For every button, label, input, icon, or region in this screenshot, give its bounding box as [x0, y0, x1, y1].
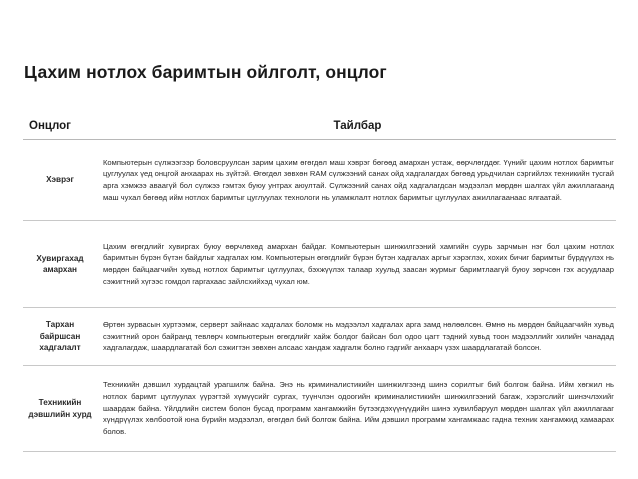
- features-table: [23, 113, 616, 452]
- description-column-header: Тайлбар: [97, 113, 616, 140]
- description-cell: Цахим өгөгдлийг хувиргах буюу өөрчлөхөд амархан байдаг. Компьютерын шинжилгээний хамгийн суурь зарчмын нэг бол цахим нотлох баримтын бүрэн бүтэн байдлыг хадгалах юм. Компьютерын өгөгдлийг бүрэн бүтэн хадгалах аргыг хэрэглэх, хохих бичиг баримтыг бүрдүүлэх нь мөрдөн байцаагчийн хувьд нотлох баримтыг цуглуулах, бэхжүүлэх талаар хуульд заасан журмыг баримтлаагүй буюу зөрчсөн гэх асуудлаар сэжигтний хүгээс гомдол гаргахаас зайлсхийхэд чухал юм.: [97, 221, 616, 308]
- feature-column-header: Онцлог: [23, 113, 97, 140]
- page-title: Цахим нотлох баримтын ойлголт, онцлог: [24, 62, 387, 82]
- table-row: [23, 140, 616, 221]
- description-cell: Өртөн зурвасын хуртээмж, серверт зайнаас хадгалах боломж нь мэдээлэл хадгалах арга замд нөлөөлсөн. Өмнө нь мөрдөн байцаагчийн хувьд сэжигтний орон байранд тевлөрч компьютерын өгөгдлийг хайж болдог байсан бол одоо цагт тэдний хувьд тоон мэдээллийг хилийн чанадад хадгалагдаж, шаардлагатай бол сэжигтэн зөвхөн алсаас хандаж хадгалж болно гэдгийг анхаарч үзэх шаардлагатай болсон.: [97, 308, 616, 366]
- description-cell: Техникийн дэвшил хурдацтай урагшилж байна. Энэ нь криминалистикийн шинжилгээнд шинэ сорилтыг бий болгож байна. Ийм хөгжил нь нотлох баримт цуглуулах үүрэгтэй хүмүүсийг сургах, туүнчлэн одоогийн криминалистикийн шинжилгээний багаж, хэрэгслийг шинэчлэхийг шаардаж байна. Үйлдлийн систем болон бусад программ хангамжийн бүтээгдэхүүнүүдийн шинэ хувилбаруул мөрдөн шалгах үйл ажиллагааг хүндрүүлэх хөлбоотой юна бүрийн мэдээлэл, өгөгдөл бий болгож байна. Ийм дэвшил программ хангамжаас гадна техник хангамжид хамаарах болов.: [97, 366, 616, 452]
- table-row: [23, 308, 616, 366]
- table-row: [23, 221, 616, 308]
- feature-cell: Тархан байршсан хадгалалт: [23, 308, 97, 366]
- table-header-row: [23, 113, 616, 140]
- feature-cell: Хэврэг: [23, 140, 97, 221]
- table-row: [23, 366, 616, 452]
- feature-cell: Техникийн дэвшлийн хурд: [23, 366, 97, 452]
- feature-cell: Хувиргахад амархан: [23, 221, 97, 308]
- description-cell: Компьютерын сүлжээгээр боловсруулсан зарим цахим өгөгдөл маш хэврэг бөгөөд амархан устаж, өөрчлөгддөг. Үүнийг цахим нотлох баримтыг цуглуулах үед онцгой анхаарах нь зүйтэй. Өгөгдөл зөвхөн RAM сүлжээний санах ойд хадгалагдах бөгөөд урьдчилан сэргийлэх техникийн тусгай арга хэмжээ аваагүй бол сүлжээ гэмтэх буюу унтрах аюултай. Сүлжээний санах ойд хадгалагдсан мэдээлэл мөрдөн шалгах үйл ажиллагаанд маш чухал бөгөөд ийм нотлох баримтыг цуглуулах технологи нь уламжлалт нотлох баримтыг цуглуулах ажиллагаанаас ялгаатай.: [97, 140, 616, 221]
